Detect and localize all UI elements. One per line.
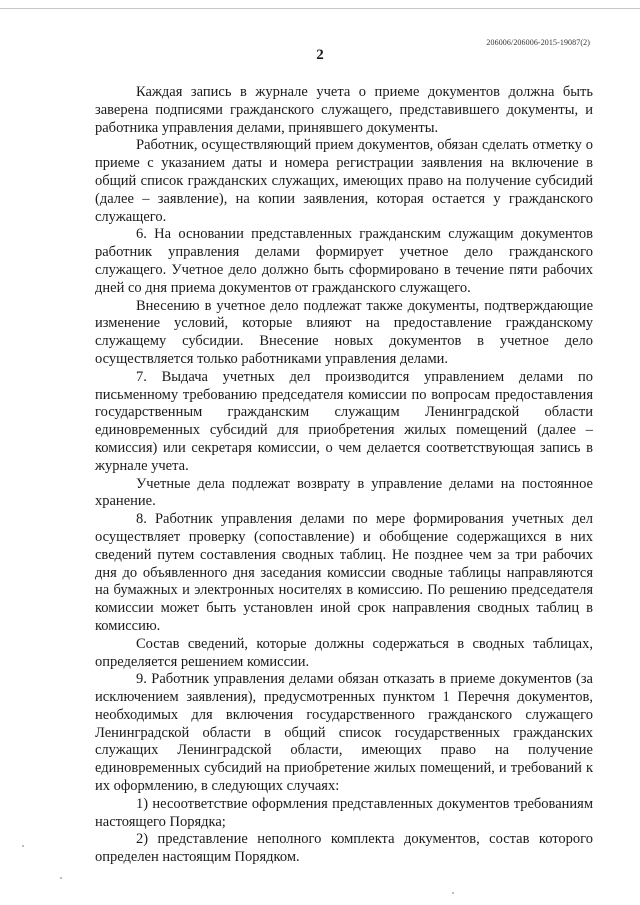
paragraph: 9. Работник управления делами обязан отказать в приеме документов (за исключением заявления), предусмотренных пунктом 1 Перечня документов, необходимых для включения государственного гражданского служащего Ленинградской области в общий список государственных гражданских служащих Ленинградской области, имеющих право на получение единовременных субсидий на приобретение жилых помещений, и требований к их оформлению, в следующих случаях: bbox=[95, 671, 593, 795]
paragraph: Каждая запись в журнале учета о приеме документов должна быть заверена подписями гражданского служащего, представившего документы, и работника управления делами, принявшего документы. bbox=[95, 84, 593, 136]
paragraph: 7. Выдача учетных дел производится управлением делами по письменному требованию председателя комиссии по вопросам предоставления государственным гражданским служащим Ленинградской области единовременных субсидий для приобретения жилых помещений (далее – комиссия) или секретаря комиссии, о чем делается соответствующая запись в журнале учета. bbox=[95, 368, 593, 474]
document-code: 206006/206006-2015-19087(2) bbox=[486, 38, 590, 47]
paragraph: 2) представление неполного комплекта документов, состав которого определен настоящим Порядком. bbox=[95, 831, 593, 866]
paragraph: 8. Работник управления делами по мере формирования учетных дел осуществляет проверку (сопоставление) и обобщение содержащихся в них сведений путем составления сводных таблиц. Не позднее чем за три рабочих дня до объявленного дня заседания комиссии сводные таблицы направляются на бумажных и электронных носителях в комиссию. По решению председателя комиссии может быть установлен иной срок направления сводных таблиц в комиссию. bbox=[95, 511, 593, 634]
paragraph: 6. На основании представленных гражданским служащим документов работник управления делами формирует учетное дело гражданского служащего. Учетное дело должно быть сформировано в течение пяти рабочих дней со дня приема документов от гражданского служащего. bbox=[95, 226, 593, 296]
paragraph: 1) несоответствие оформления представленных документов требованиям настоящего Порядка; bbox=[95, 795, 593, 830]
document-body bbox=[95, 84, 593, 867]
paragraph: Работник, осуществляющий прием документов, обязан сделать отметку о приеме с указанием даты и номера регистрации заявления на включение в общий список гражданских служащих, имеющих право на получение субсидий (далее – заявление), на копии заявления, которая остается у гражданского служащего. bbox=[95, 137, 593, 225]
paragraph: Учетные дела подлежат возврату в управление делами на постоянное хранение. bbox=[95, 475, 593, 510]
scan-top-edge bbox=[0, 8, 640, 9]
scan-speck bbox=[22, 845, 24, 847]
scan-speck bbox=[452, 892, 454, 894]
paragraph: Внесению в учетное дело подлежат также документы, подтверждающие изменение условий, которые влияют на предоставление гражданскому служащему субсидии. Внесение новых документов в учетное дело осуществляется только работниками управления делами. bbox=[95, 297, 593, 367]
paragraph: Состав сведений, которые должны содержаться в сводных таблицах, определяется решением комиссии. bbox=[95, 635, 593, 670]
page-number: 2 bbox=[316, 47, 324, 63]
scan-speck bbox=[60, 877, 62, 879]
